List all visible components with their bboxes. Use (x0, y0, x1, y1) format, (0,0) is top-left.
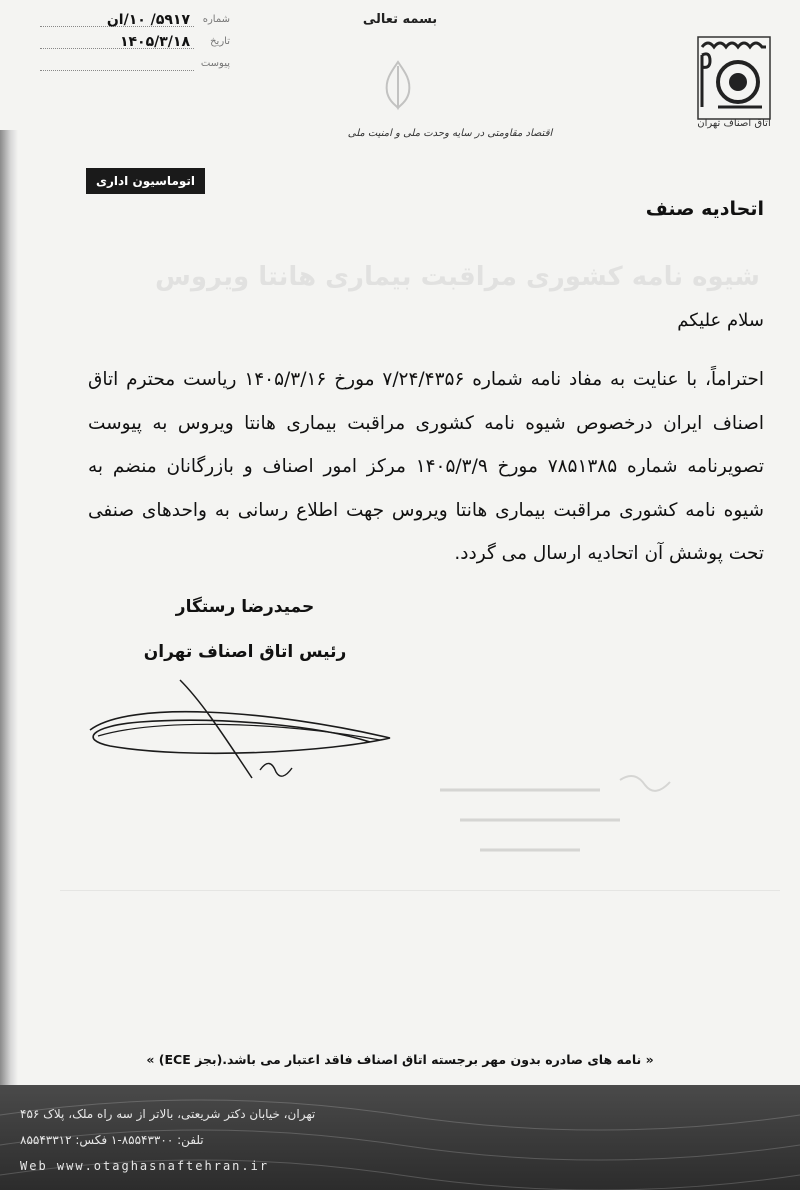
signer-title: رئیس اتاق اصناف تهران (143, 642, 347, 662)
faint-stamp-marks (420, 770, 680, 860)
logo-caption: اتاق اصناف تهران (697, 118, 771, 129)
letter-meta (40, 12, 230, 78)
number-row (40, 12, 230, 34)
number-label: شماره (202, 14, 230, 25)
date-label: تاریخ (210, 36, 230, 47)
date-row (40, 34, 230, 56)
attachment-row (40, 56, 230, 78)
greeting: سلام علیکم (677, 310, 764, 331)
motto: اقتصاد مقاومتی در سایه وحدت ملی و امنیت ملی (347, 128, 553, 139)
bleed-through-text: شیوه نامه کشوری مراقبت بیماری هانتا ویروس (155, 262, 760, 292)
signer-name: حمیدرضا رستگار (175, 597, 315, 617)
letter-date: ۱۴۰۵/۳/۱۸ (119, 34, 190, 50)
letter-number: ۵۹۱۷/ ۱۰/ان (106, 12, 190, 28)
attachment-dots (40, 70, 194, 71)
footer-phone: تلفن: ۸۵۵۴۳۳۰۰-۱ فکس: ۸۵۵۴۳۳۱۲ (20, 1133, 204, 1147)
validity-notice: « نامه های صادره بدون مهر برجسته اتاق اصناف فاقد اعتبار می باشد.(بجز ECE) » (146, 1052, 654, 1067)
footer-website: Web www.otaghasnaftehran.ir (20, 1159, 270, 1173)
recipient: اتحادیه صنف (645, 198, 764, 220)
letter-body: احتراماً، با عنایت به مفاد نامه شماره ۷/۲۴/۴۳۵۶ مورخ ۱۴۰۵/۳/۱۶ ریاست محترم اتاق اصناف ایران درخصوص شیوه نامه کشوری مراقبت بیماری هانتا ویروس به پیوست تصویرنامه شماره ۷۸۵۱۳۸۵ مورخ ۱۴۰۵/۳/۹ مرکز امور اصناف و بازرگانان منضم به شیوه نامه کشوری مراقبت بیماری هانتا ویروس جهت اطلاع رسانی به واحدهای صنفی تحت پوشش آن اتحادیه ارسال می گردد. (88, 369, 765, 564)
letterhead-footer (0, 1085, 800, 1190)
basmala: بسمه تعالی (362, 12, 438, 27)
scan-shadow (0, 130, 18, 1190)
iran-emblem-icon (373, 58, 423, 112)
faint-background-area (60, 890, 780, 1011)
automation-tag: اتوماسیون اداری (86, 168, 205, 194)
footer-address: تهران، خیابان دکتر شریعتی، بالاتر از سه راه ملک، پلاک ۴۵۶ (20, 1107, 316, 1121)
handwritten-signature (70, 660, 400, 790)
attachment-label: پیوست (200, 58, 230, 69)
